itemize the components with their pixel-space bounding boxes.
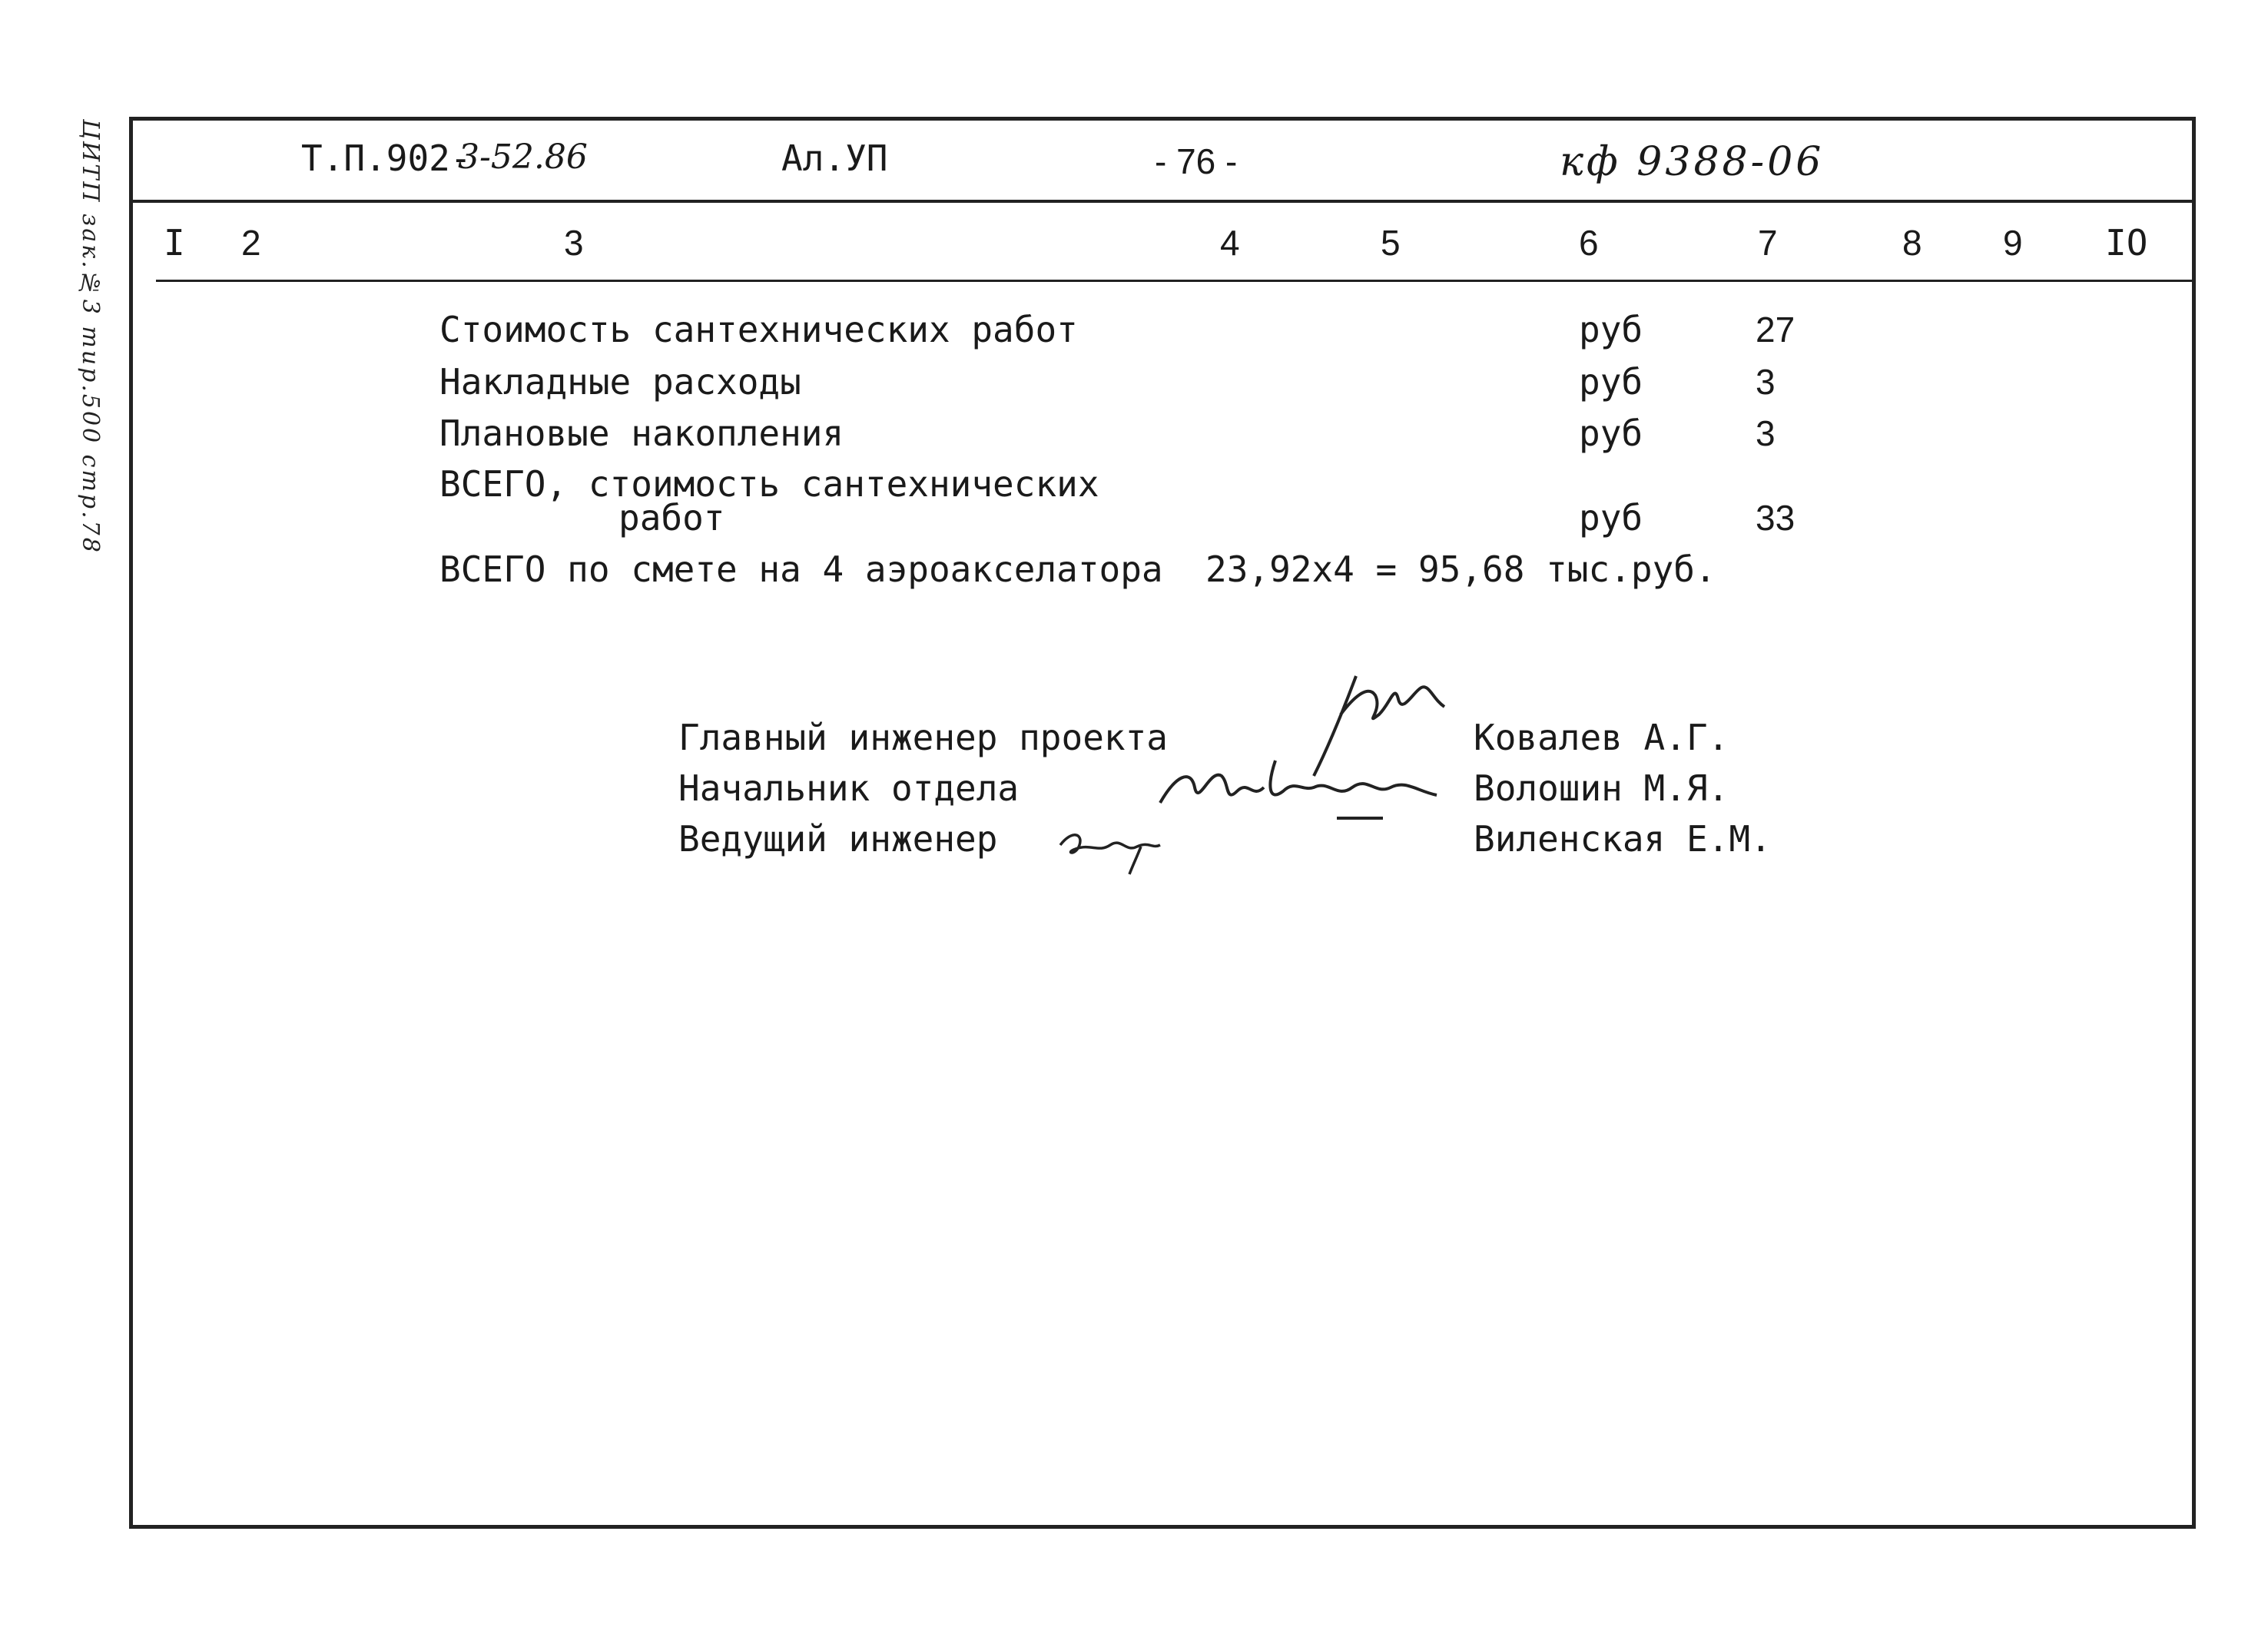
column-number: 6 [1579, 223, 1599, 263]
column-number: 5 [1381, 223, 1401, 263]
row-unit: руб [1579, 413, 1643, 454]
row-name: Плановые накопления [439, 413, 844, 454]
column-number: 4 [1220, 223, 1240, 263]
row-unit: руб [1579, 497, 1643, 539]
column-number: I [164, 222, 185, 263]
row-name: ВСЕГО, стоимость сантехнических [439, 463, 1099, 505]
side-stamp: ЦИТП зак.№3 тир.500 стр.78 [77, 119, 104, 555]
signature-person: Ковалев А.Г. [1474, 717, 1729, 758]
row-value: 3 [1756, 362, 1776, 402]
handwritten-signature [1152, 745, 1444, 830]
signature-role: Главный инженер проекта [678, 717, 1168, 758]
column-number: 3 [564, 223, 584, 263]
signature-role: Начальник отдела [678, 767, 1020, 809]
signature-role: Ведущий инженер [678, 818, 998, 860]
signature-person: Виленская Е.М. [1474, 818, 1772, 860]
column-number: 7 [1758, 223, 1778, 263]
column-number: 9 [2003, 223, 2023, 263]
column-number: IO [2105, 222, 2148, 263]
row-value: 3 [1756, 413, 1776, 453]
row-value: 27 [1756, 310, 1796, 350]
column-number: 2 [241, 223, 261, 263]
row-unit: руб [1579, 309, 1643, 350]
signature-person: Волошин М.Я. [1474, 767, 1729, 809]
archive-number: кф 9388-06 [1560, 139, 1825, 185]
album-label: Ал.УП [781, 138, 888, 179]
column-number: 8 [1902, 223, 1922, 263]
grand-total-line: ВСЕГО по смете на 4 аэроакселатора 23,92х4 = 95,68 тыс.руб. [439, 549, 1716, 590]
doc-code-typed: Т.П.902- [301, 138, 472, 179]
doc-code-hand: 3-52.86 [458, 138, 588, 177]
handwritten-signature [1053, 814, 1168, 876]
row-value: 33 [1756, 498, 1796, 538]
row-name: Стоимость сантехнических работ [439, 309, 1078, 350]
column-header-divider [156, 280, 2192, 282]
row-unit: руб [1579, 361, 1643, 403]
row-name-continuation: работ [618, 497, 725, 539]
header-divider [133, 200, 2192, 203]
page-number: - 76 - [1155, 141, 1238, 181]
row-name: Накладные расходы [439, 361, 801, 403]
